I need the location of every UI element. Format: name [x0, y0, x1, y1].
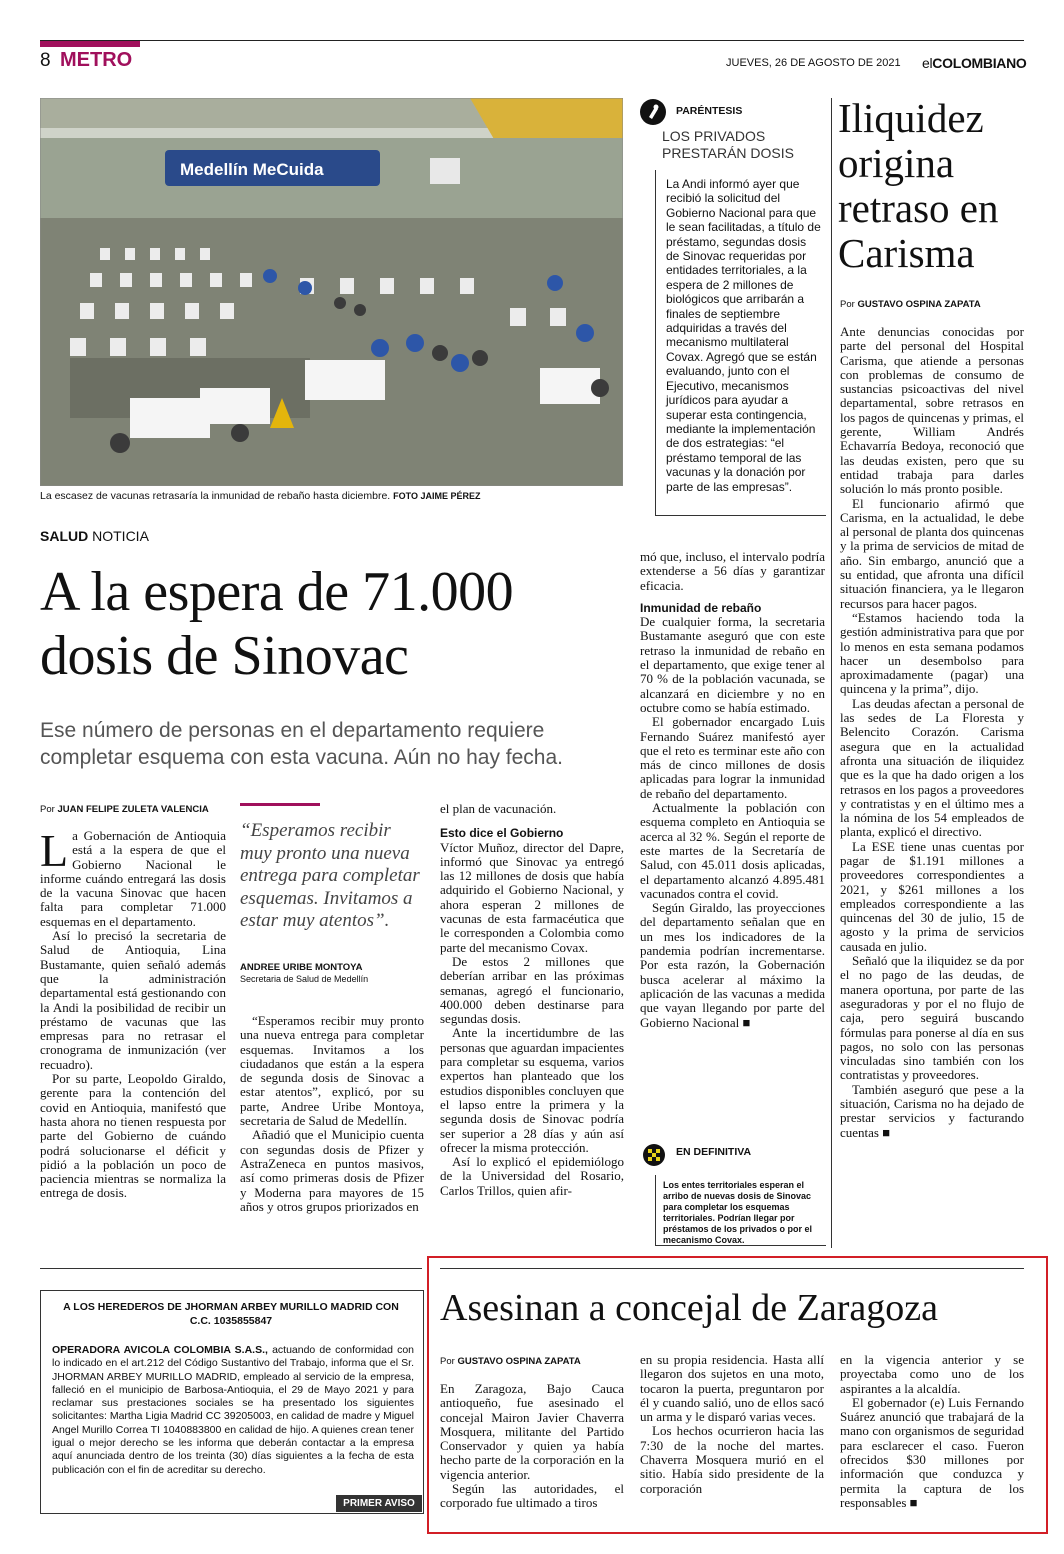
- legal-notice-body: OPERADORA AVICOLA COLOMBIA S.A.S., actuando de conformidad con lo indicado en el art.212 del Código Sustantivo del Trabajo, informa que el Sr. JHORMAN ARBEY MURILLO MADRID, empleado al servicio de la empresa, falleció en el municipio de Barbosa-Antioquia, el 29 de Mayo 2021 y para reclamar sus prestaciones sociales se ha presentado los siguientes solicitantes: Martha Ligia Madrid CC 39205003, en calidad de madre y Miguel Angel Murillo Correa TI 1040883800 en calidad de hijo. A quienes crean tener igual o mejor derecho se les informa que deberán contactar a la empresa aquí anunciada dentro de los treinta (30) días siguientes a la fecha de esta publicación con el fin de acreditar su derecho.: [52, 1344, 414, 1476]
- paragraph: Por su parte, Leopoldo Giraldo, gerente para la contención del covid en Antioquia, manifestó que hasta ahora no tienen respuesta por parte del Gobierno de cuándo podrá solucionarse el déficit y pidió a la población un poco de paciencia mientras se normaliza la entrega de dosis.: [40, 1071, 226, 1201]
- paragraph: Actualmente la población con esquema completo en Antioquia se acerca al 32 %. Según el reporte de este martes de la Secretaría de Salud, con 45.011 dosis aplicadas, el departamento alcanzó 4.895.481 vacunados contra el covid.: [640, 800, 825, 901]
- parentesis-text: La Andi informó ayer que recibió la solicitud del Gobierno Nacional para que le sean facilitadas, a título de préstamo, segundas dosis de Sinovac requeridas por entidades territoriales, a la espera de 2 millones de biológicos que arribarán a finales de septiembre adquiridas a través del mecanismo multilateral Covax. Agregó que se están evaluando, junto con el Ejecutivo, mecanismos jurídicos para ayudar a superar esta contingencia, mediante la implementación de dos estrategias: “el préstamo temporal de las vacunas y la donación por parte de las empresas”.: [666, 177, 821, 494]
- paragraph: La Gobernación de Antioquia está a la espera de que el Gobierno Nacional le informe cuándo entregará las dosis de la vacuna Sinovac que hacen falta para completar 71.000 esquemas en el departamento.: [40, 825, 226, 929]
- subhead: Inmunidad de rebaño: [640, 600, 762, 615]
- paragraph: Añadió que el Municipio cuenta con segundas dosis de Pfizer y AstraZeneca en puntos masivos, así como primeras dosis de Pfizer y Moderna para mayores de 15 años y otros grupos priorizados en: [240, 1127, 424, 1214]
- photo-banner-text: Medellín MeCuida: [180, 160, 324, 179]
- paragraph: La ESE tiene unas cuentas por pagar de $1.191 millones a proveedores correspondientes a 2021, y $261 millones a los empleados correspondiente a las quincenas del 30 de julio, 15 de agosto y la prima de servicios causada en julio.: [840, 838, 1024, 954]
- section-accent-bar: [40, 40, 140, 47]
- quote-author: ANDREE URIBE MONTOYA: [240, 962, 363, 973]
- legal-notice-title: A LOS HEREDEROS DE JHORMAN ARBEY MURILLO MADRID CON C.C. 1035855847: [63, 1301, 399, 1327]
- paragraph: Los hechos ocurrieron hacia las 7:30 de la noche del martes. Chaverra Mosquera murió en el sitio. Había sido presidente de la corporación: [640, 1423, 824, 1496]
- paragraph: en la vigencia anterior y se proyectaba como uno de los aspirantes a la alcaldía.: [840, 1352, 1024, 1396]
- photo-credit: FOTO JAIME PÉREZ: [393, 491, 481, 501]
- photo-caption: [40, 490, 623, 502]
- column-divider: [831, 98, 832, 1248]
- paragraph: mó que, incluso, el intervalo podría extenderse a 56 días y garantizar eficacia.: [640, 549, 825, 593]
- dropcap: L: [40, 825, 69, 876]
- vaccination-scene-image: [40, 98, 623, 486]
- main-column-4: [640, 550, 825, 1030]
- story-kicker: [40, 528, 149, 544]
- paragraph: El funcionario afirmó que Carisma, en la actualidad, le debe al personal de planta dos quincenas y la prima de servicios de mitad de año. Sin embargo, anunció que a su entidad, que afronta una difícil situación financiera, ya le llegaron recursos para hacer pagos.: [840, 495, 1024, 611]
- main-deck: Ese número de personas en el departamento requiere completar esquema con esta vacuna. Aún no hay fecha.: [40, 719, 564, 769]
- paragraph: “Estamos haciendo toda la gestión administrativa para que por lo menos en esta semana podamos hacer un desembolso para aproximadamente (pagar) una quincena y la prima”, dijo.: [840, 609, 1024, 697]
- issue-date: JUEVES, 26 DE AGOSTO DE 2021: [726, 57, 901, 69]
- main-column-1: [40, 825, 226, 1201]
- paragraph: Así lo precisó la secretaria de Salud de Antioquia, Lina Bustamante, quien señaló además que la administración departamental está gestionando con la Andi la posibilidad de recibir un préstamo de vacunas que las empresas para no retrasar el cronograma de inmunización (ver recuadro).: [40, 928, 226, 1072]
- main-headline: A la espera de 71.000 dosis de Sinovac: [40, 561, 514, 687]
- section-name: METRO: [60, 49, 133, 71]
- paragraph: De cualquier forma, la secretaria Bustamante aseguró que con este retraso la inmunidad de rebaño en el departamento, que exige tener al 70 % de la población vacunada, se alcanzará en diciembre y no en octubre como se había estimado.: [640, 614, 825, 715]
- kicker-type: NOTICIA: [92, 528, 149, 544]
- paragraph: También aseguró que pese a la situación, Carisma no ha dejado de prestar servicios y facturando cuentas ■: [840, 1081, 1024, 1140]
- zaragoza-column-2: [640, 1353, 824, 1496]
- paragraph: Ante la incertidumbre de las personas que aguardan impacientes para completar su esquema, varios expertos han planteado que los estudios disponibles concluyen que el lapso entre la primera y la segunda dosis de Sinovac podría ser superior a 28 días y aún así ofrecer la misma protección.: [440, 1025, 624, 1155]
- pull-quote: “Esperamos recibir muy pronto una nueva entrega para completar esquemas. Invitamos a estar muy atentos”.: [240, 820, 420, 931]
- en-definitiva-text: Los entes territoriales esperan el arribo de nuevas dosis de Sinovac para completar los esquemas territoriales. Podrían llegar por préstamos de los privados o por el mecanismo Covax.: [663, 1180, 813, 1245]
- paragraph: Las deudas afectan a personal de las sedes de La Floresta y Belencito Corazón. Carisma asegura que en la actualidad afronta una situación de iliquidez que es la que ha dado origen a los retrasos en los pagos a proveedores y contratistas y en el último mes a la nómina de los 54 empleados de planta, explicó el directivo.: [840, 695, 1024, 840]
- logo-prefix: el: [922, 55, 933, 71]
- kicker-topic: SALUD: [40, 528, 89, 544]
- legal-notice-tag: PRIMER AVISO: [336, 1495, 422, 1512]
- paragraph: Según Giraldo, las proyecciones del departamento señalan que en un mes los indicadores de la pandemia podrían incrementarse. Por esta razón, la Gobernación busca acelerar al máximo la aplicación de las vacunas a medida que vayan llegando por parte del Gobierno Nacional ■: [640, 900, 825, 1030]
- zaragoza-headline: Asesinan a concejal de Zaragoza: [440, 1287, 938, 1329]
- paragraph: Señaló que la iliquidez se da por el no pago de las deudas, de manera oportuna, por parte de las aseguradoras y por el no flujo de caja, pero seguirá buscando fórmulas para ponerse al día en sus pagos, no solo con las personas vinculadas sino también con los contratistas y proveedores.: [840, 953, 1024, 1083]
- main-column-3: [440, 802, 624, 1198]
- carisma-column: [840, 325, 1024, 1140]
- zaragoza-column-1: [440, 1382, 624, 1511]
- paragraph: el plan de vacunación.: [440, 801, 557, 816]
- vaccination-photo: [40, 98, 623, 486]
- paragraph: Según las autoridades, el corporado fue ultimado a tiros: [440, 1481, 624, 1511]
- carisma-headline: Iliquidez origina retraso en Carisma: [838, 95, 999, 276]
- en-definitiva-icon: [642, 1143, 666, 1167]
- carisma-byline: Por GUSTAVO OSPINA ZAPATA: [840, 299, 981, 310]
- quote-accent-rule: [240, 803, 320, 806]
- parentesis-icon: [640, 99, 666, 125]
- quote-author-role: Secretaria de Salud de Medellín: [240, 974, 369, 984]
- paragraph: De estos 2 millones que deberían arribar en las próximas semanas, agregó el funcionario, 400.000 deben destinarse para segundas dosis.: [440, 953, 624, 1027]
- paragraph: El gobernador (e) Luis Fernando Suárez anunció que trabajará de la mano con organismos de seguridad para esclarecer el caso. Fueron ofrecidos $30 millones por información que conduzca y permita la captura de los responsables ■: [840, 1394, 1024, 1510]
- paragraph: Víctor Muñoz, director del Dapre, informó que Sinovac ya entregó las 12 millones de dosis que había adquirido el Gobierno Nacional, y ahora esperan 2 millones de vacunas de esta farmacéutica que le corresponden a Colombia como parte del mecanismo Covax.: [440, 839, 624, 955]
- main-column-2: [240, 1014, 424, 1214]
- paragraph: “Esperamos recibir muy pronto una nueva entrega para completar esquemas. Invitamos a los ciudadanos que están a la espera de segunda dosis de Sinovac a estar atentos”, explicó, por su parte, Andree Uribe Montoya, secretaria de Salud de Medellín.: [240, 1013, 424, 1129]
- parentesis-label: PARÉNTESIS: [676, 105, 743, 117]
- section-rule: [40, 1268, 422, 1269]
- zaragoza-column-3: [840, 1353, 1024, 1510]
- logo-name: COLOMBIANO: [932, 55, 1027, 71]
- zaragoza-byline: Por GUSTAVO OSPINA ZAPATA: [440, 1356, 581, 1367]
- page-number: 8: [40, 50, 51, 71]
- caption-text: La escasez de vacunas retrasaría la inmunidad de rebaño hasta diciembre.: [40, 490, 391, 502]
- paragraph: El gobernador encargado Luis Fernando Suárez manifestó ayer que el reto es terminar este año con más de cinco millones de dosis aplicadas para lograr la inmunidad de rebaño del departamento.: [640, 714, 825, 801]
- en-definitiva-label: EN DEFINITIVA: [676, 1146, 752, 1158]
- newspaper-logo: [922, 55, 1027, 71]
- paragraph: Ante denuncias conocidas por parte del personal del Hospital Carisma, que atiende a personas con problemas de consumo de sustancias psicoactivas del nivel departamental, sobre retrasos en los pagos de quincenas y primas, el gerente, William Andrés Echavarría Bedoya, reconoció que las deudas existen, pero que su entidad trabaja para darles solución lo más pronto posible.: [840, 324, 1024, 497]
- paragraph: en su propia residencia. Hasta allí llegaron dos sujetos en una moto, tocaron la puerta, preguntaron por él y cuando salió, uno de ellos sacó un arma y le disparó varias veces.: [640, 1352, 824, 1425]
- paragraph: En Zaragoza, Bajo Cauca antioqueño, fue asesinado el concejal Mairon Javier Chaverra Mosquera, militante del Partido Conservador y quien ya había hecho parte de la corporación en la vigencia anterior.: [440, 1381, 624, 1482]
- parentesis-title: LOS PRIVADOS PRESTARÁN DOSIS: [662, 128, 794, 161]
- header-rule: [40, 40, 1024, 41]
- main-byline: Por JUAN FELIPE ZULETA VALENCIA: [40, 804, 209, 815]
- paragraph: Así lo explicó el epidemiólogo de la Universidad del Rosario, Carlos Trillos, quien afir-: [440, 1154, 624, 1198]
- subhead: Esto dice el Gobierno: [440, 826, 564, 841]
